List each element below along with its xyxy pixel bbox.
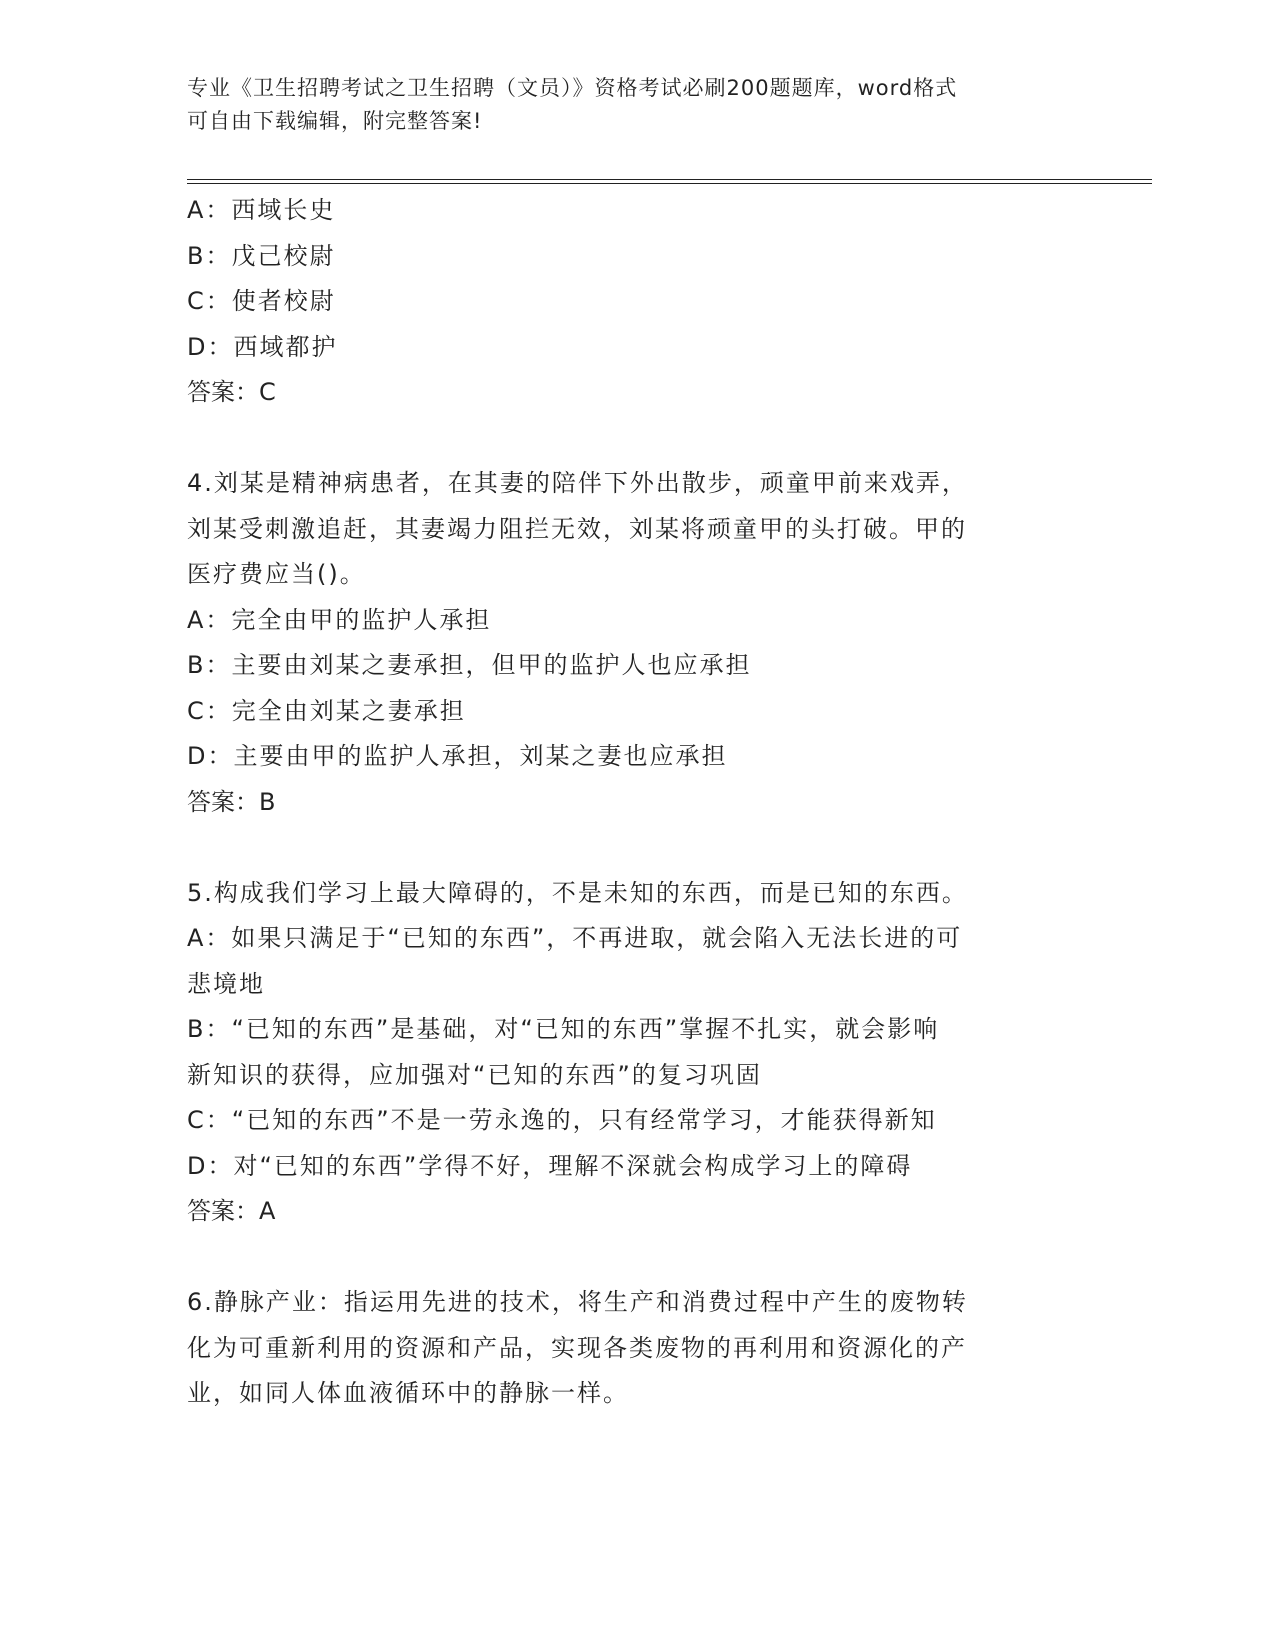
header-title-line-1: 专业《卫生招聘考试之卫生招聘（文员）》资格考试必刷200题题库，word格式 <box>187 76 958 100</box>
question-5-block <box>187 871 1087 1235</box>
question-5-option-a-line-2: 悲境地 <box>187 969 265 998</box>
question-3-block <box>187 188 1087 416</box>
question-6-stem-line-1: 6.静脉产业：指运用先进的技术，将生产和消费过程中产生的废物转 <box>187 1288 968 1316</box>
document-header <box>187 72 1067 138</box>
question-3-option-c: C：使者校尉 <box>187 287 336 315</box>
question-4-option-b: B：主要由刘某之妻承担，但甲的监护人也应承担 <box>187 651 752 679</box>
question-6-block <box>187 1280 1087 1417</box>
question-5-option-c: C：“已知的东西”不是一劳永逸的，只有经常学习，才能获得新知 <box>187 1106 937 1134</box>
question-6-stem-line-3: 业，如同人体血液循环中的静脉一样。 <box>187 1379 629 1407</box>
question-5-option-d: D：对“已知的东西”学得不好，理解不深就会构成学习上的障碍 <box>187 1151 913 1180</box>
question-3-answer: 答案：C <box>187 378 276 406</box>
question-3-option-b: B：戊己校尉 <box>187 241 336 270</box>
question-spacer <box>187 1235 1087 1281</box>
question-5-option-b-line-1: B：“已知的东西”是基础，对“已知的东西”掌握不扎实，就会影响 <box>187 1015 940 1043</box>
header-divider-bottom <box>187 183 1152 184</box>
question-spacer <box>187 416 1087 462</box>
question-4-option-d: D：主要由甲的监护人承担，刘某之妻也应承担 <box>187 742 728 770</box>
question-3-option-d: D：西域都护 <box>187 332 338 361</box>
question-4-stem-line-1: 4.刘某是精神病患者，在其妻的陪伴下外出散步，顽童甲前来戏弄， <box>187 469 968 497</box>
question-4-stem-line-3: 医疗费应当()。 <box>187 560 366 588</box>
question-4-stem-line-2: 刘某受刺激追赶，其妻竭力阻拦无效，刘某将顽童甲的头打破。甲的 <box>187 514 967 543</box>
header-divider-top <box>187 179 1152 180</box>
question-4-option-a: A：完全由甲的监护人承担 <box>187 605 492 634</box>
question-3-option-a: A：西域长史 <box>187 196 336 224</box>
question-5-option-a-line-1: A：如果只满足于“已知的东西”，不再进取，就会陷入无法长进的可 <box>187 924 963 952</box>
question-4-block <box>187 461 1087 825</box>
question-4-answer: 答案：B <box>187 787 276 816</box>
question-5-option-b-line-2: 新知识的获得，应加强对“已知的东西”的复习巩固 <box>187 1060 762 1089</box>
header-title-line-2: 可自由下载编辑，附完整答案! <box>187 109 483 133</box>
question-5-answer: 答案：A <box>187 1197 276 1225</box>
question-5-stem-line-1: 5.构成我们学习上最大障碍的，不是未知的东西，而是已知的东西。 <box>187 878 968 907</box>
question-list <box>187 188 1087 1417</box>
question-4-option-c: C：完全由刘某之妻承担 <box>187 696 466 725</box>
question-6-stem-line-2: 化为可重新利用的资源和产品，实现各类废物的再利用和资源化的产 <box>187 1333 967 1362</box>
question-spacer <box>187 825 1087 871</box>
